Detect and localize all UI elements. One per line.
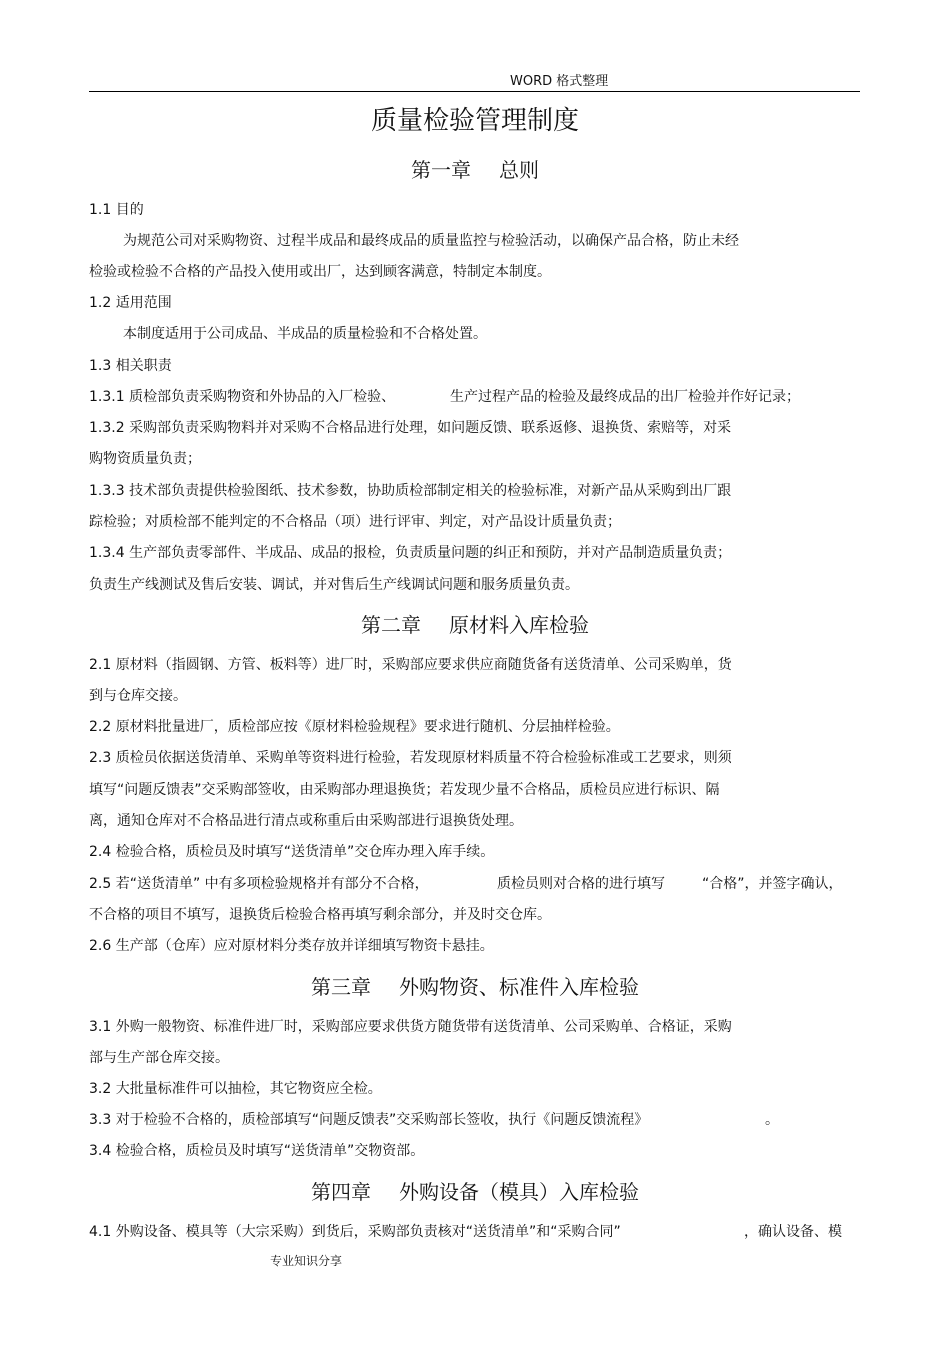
chapter-name: 外购设备（模具）入库检验 (399, 1180, 639, 1204)
paragraph-line: 3.4 检验合格，质检员及时填写“送货清单”交物资部。 (89, 1143, 425, 1159)
paragraph-line: 1.3.1 质检部负责采购物资和外协品的入厂检验、 (89, 389, 396, 405)
paragraph-line: 3.2 大批量标准件可以抽检，其它物资应全检。 (89, 1081, 382, 1097)
paragraph-line: 检验或检验不合格的产品投入使用或出厂，达到顾客满意，特制定本制度。 (89, 264, 551, 280)
section-heading: 1.1 目的 (89, 202, 144, 218)
paragraph-line: 2.1 原材料（指圆钢、方管、板料等）进厂时，采购部应要求供应商随货备有送货清单、公司采购单，货 (89, 657, 732, 673)
chapter-number: 第三章 (311, 975, 371, 999)
paragraph-line: 购物资质量负责； (89, 451, 201, 467)
paragraph-line: 本制度适用于公司成品、半成品的质量检验和不合格处置。 (123, 326, 487, 342)
paragraph-line: ，确认设备、模 (744, 1224, 842, 1240)
paragraph-line: 。 (765, 1112, 779, 1128)
chapter-name: 外购物资、标准件入库检验 (399, 975, 639, 999)
paragraph-line: 不合格的项目不填写，退换货后检验合格再填写剩余部分，并及时交仓库。 (89, 907, 551, 923)
chapter-4-heading (0, 1176, 950, 1205)
paragraph-line: 生产过程产品的检验及最终成品的出厂检验并作好记录； (450, 389, 800, 405)
paragraph-line: 填写“问题反馈表”交采购部签收，由采购部办理退换货；若发现少量不合格品，质检员应进行标识、隔 (89, 782, 720, 798)
chapter-number: 第四章 (311, 1180, 371, 1204)
chapter-number: 第一章 (411, 158, 471, 182)
paragraph-line: 到与仓库交接。 (89, 688, 187, 704)
paragraph-line: “合格”，并签字确认， (702, 876, 843, 892)
section-heading: 1.3 相关职责 (89, 358, 172, 374)
paragraph-line: 2.3 质检员依据送货清单、采购单等资料进行检验，若发现原材料质量不符合检验标准或工艺要求，则须 (89, 750, 732, 766)
chapter-1-heading (0, 154, 950, 183)
header-rule (89, 91, 860, 92)
chapter-number: 第二章 (361, 613, 421, 637)
paragraph-line: 2.6 生产部（仓库）应对原材料分类存放并详细填写物资卡悬挂。 (89, 938, 494, 954)
paragraph-line: 离，通知仓库对不合格品进行清点或称重后由采购部进行退换货处理。 (89, 813, 523, 829)
paragraph-line: 负责生产线测试及售后安装、调试，并对售后生产线调试问题和服务质量负责。 (89, 577, 579, 593)
paragraph-line: 2.4 检验合格，质检员及时填写“送货清单”交仓库办理入库手续。 (89, 844, 495, 860)
paragraph-line: 3.1 外购一般物资、标准件进厂时，采购部应要求供货方随货带有送货清单、公司采购单、合格证，采购 (89, 1019, 732, 1035)
header-text: WORD 格式整理 (510, 74, 609, 89)
page-footer: 专业知识分享 (270, 1254, 343, 1268)
paragraph-line: 2.2 原材料批量进厂，质检部应按《原材料检验规程》要求进行随机、分层抽样检验。 (89, 719, 620, 735)
chapter-name: 原材料入库检验 (449, 613, 589, 637)
paragraph-line: 踪检验；对质检部不能判定的不合格品（项）进行评审、判定，对产品设计质量负责； (89, 514, 621, 530)
chapter-2-heading (0, 609, 950, 638)
document-title: 质量检验管理制度 (370, 106, 579, 136)
section-heading: 1.2 适用范围 (89, 295, 172, 311)
paragraph-line: 1.3.4 生产部负责零部件、半成品、成品的报检，负责质量问题的纠正和预防，并对产品制造质量负责； (89, 545, 732, 561)
paragraph-line: 1.3.3 技术部负责提供检验图纸、技术参数，协助质检部制定相关的检验标准，对新产品从采购到出厂跟 (89, 483, 732, 499)
paragraph-line: 为规范公司对采购物资、过程半成品和最终成品的质量监控与检验活动，以确保产品合格，防止未经 (123, 233, 739, 249)
paragraph-line: 1.3.2 采购部负责采购物料并对采购不合格品进行处理，如问题反馈、联系返修、退换货、索赔等，对采 (89, 420, 732, 436)
paragraph-line: 部与生产部仓库交接。 (89, 1050, 229, 1066)
paragraph-line: 质检员则对合格的进行填写 (497, 876, 665, 892)
paragraph-line: 2.5 若“送货清单” 中有多项检验规格并有部分不合格， (89, 876, 429, 892)
chapter-name: 总则 (499, 158, 539, 182)
chapter-3-heading (0, 971, 950, 1000)
paragraph-line: 4.1 外购设备、模具等（大宗采购）到货后，采购部负责核对“送货清单”和“采购合同” (89, 1224, 621, 1240)
paragraph-line: 3.3 对于检验不合格的，质检部填写“问题反馈表”交采购部长签收，执行《问题反馈流程》 (89, 1112, 649, 1128)
